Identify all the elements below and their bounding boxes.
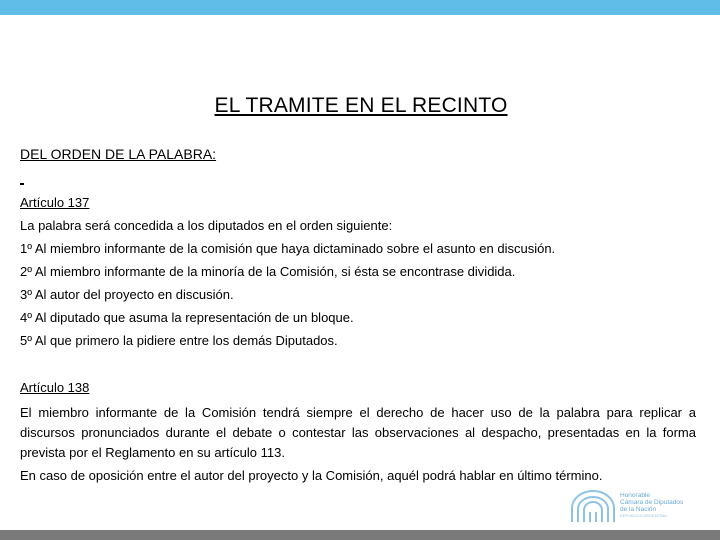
article-137-heading: Artículo 137 — [20, 195, 90, 210]
article-138-heading: Artículo 138 — [20, 380, 90, 395]
chamber-logo-text — [620, 492, 683, 518]
bottom-bar — [0, 530, 720, 540]
chamber-logo — [568, 488, 688, 524]
article-138-paragraph: El miembro informante de la Comisión tendrá siempre el derecho de hacer uso de la palabra para replicar a discursos pronunciados durante el debate o contestar las observaciones al despacho, presentadas en la forma prevista por el Reglamento en su artículo 113. — [20, 405, 696, 460]
logo-line: Honorable — [620, 492, 650, 499]
article-137-line: 2º Al miembro informante de la minoría de la Comisión, si ésta se encontrase dividida. — [20, 264, 516, 279]
article-137-line: 1º Al miembro informante de la comisión que haya dictaminado sobre el asunto en discusión. — [20, 241, 556, 256]
article-137-line: 3º Al autor del proyecto en discusión. — [20, 287, 234, 302]
chamber-arch-icon — [568, 488, 618, 524]
logo-line: de la Nación — [620, 506, 657, 513]
logo-line: Cámara de Diputados — [620, 499, 684, 506]
article-137-line: La palabra será concedida a los diputados en el orden siguiente: — [20, 218, 393, 233]
article-138-paragraph: En caso de oposición entre el autor del proyecto y la Comisión, aquél podrá hablar en último término. — [20, 468, 603, 483]
page-title: EL TRAMITE EN EL RECINTO — [214, 94, 508, 117]
section-subtitle: DEL ORDEN DE LA PALABRA: — [20, 146, 217, 162]
article-137-line: 4º Al diputado que asuma la representación de un bloque. — [20, 310, 354, 325]
dash-mark — [20, 183, 24, 185]
logo-line: REPÚBLICA ARGENTINA — [620, 513, 667, 518]
article-137 — [20, 191, 696, 352]
article-137-line: 5º Al que primero la pidiere entre los demás Diputados. — [20, 333, 338, 348]
article-138 — [20, 376, 696, 487]
top-accent-bar — [0, 0, 720, 15]
